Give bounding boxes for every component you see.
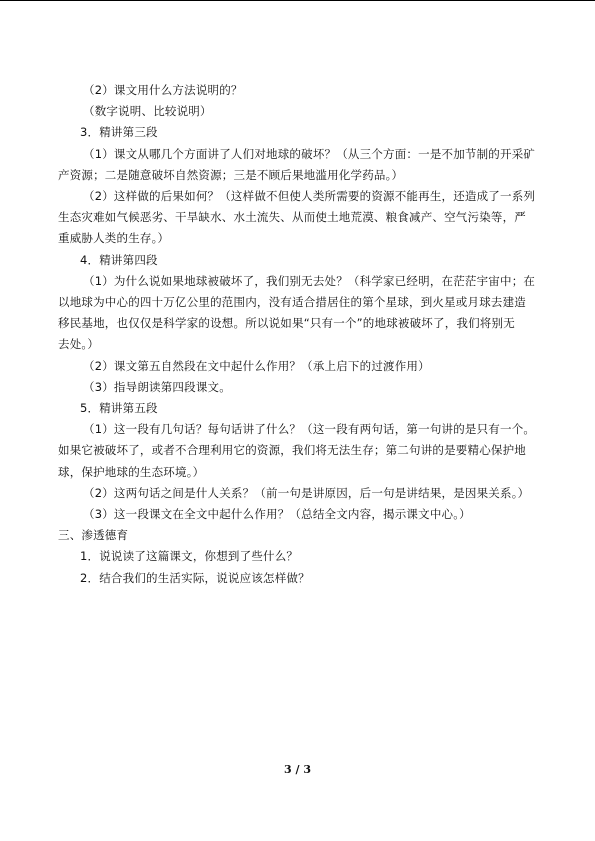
text-line: （1）为什么说如果地球被破坏了，我们别无去处？（科学家已经明，在茫茫宇宙中；在 [83, 273, 536, 288]
text-line: 去处。） [58, 337, 100, 352]
major-heading: 三、渗透德育 [58, 528, 129, 543]
text-line: （2）课文第五自然段在文中起什么作用？（承上启下的过渡作用） [83, 358, 430, 373]
text-line: 以地球为中心的四十万亿公里的范围内，没有适合措居住的第个星球，到火星或月球去建造 [58, 295, 526, 310]
page-number: 3 / 3 [284, 763, 311, 776]
text-line: （1）课文从哪几个方面讲了人们对地球的破坏？（从三个方面：一是不加节制的开采矿 [83, 146, 536, 161]
text-line: （1）这一段有几句话？每句话讲了什么？（这一段有两句话，第一句讲的是只有一个。 [83, 422, 536, 437]
header-rule [0, 0, 595, 1]
section-heading: 5．精讲第五段 [80, 401, 158, 416]
text-line: 球，保护地球的生态环境。） [58, 464, 205, 479]
text-line: （2）这样做的后果如何？（这样做不但使人类所需要的资源不能再生，还造成了一系列 [83, 189, 536, 204]
text-line: （2）课文用什么方法说明的？ [83, 83, 243, 97]
text-line: （3）这一段课文在全文中起什么作用？（总结全文内容，揭示课文中心。） [83, 507, 471, 522]
text-line: 如果它被破坏了，或者不合理利用它的资源，我们将无法生存；第二句讲的是要精心保护地 [58, 443, 526, 458]
text-line: （2）这两句话之间是什人关系？（前一句是讲原因，后一句是讲结果，是因果关系。） [83, 485, 530, 500]
text-line: （数字说明、比较说明） [83, 104, 212, 119]
section-heading: 4．精讲第四段 [80, 252, 158, 267]
text-line: 移民基地，也仅仅是科学家的设想。所以说如果“只有一个”的地球被破坏了，我们将别无 [58, 316, 515, 331]
section-heading: 3．精讲第三段 [80, 125, 158, 140]
text-line: 2．结合我们的生活实际，说说应该怎样做？ [80, 570, 310, 585]
document-body [58, 80, 548, 589]
text-line: 产资源；二是随意破坏自然资源；三是不顾后果地滥用化学药品。） [58, 167, 404, 182]
text-line: （3）指导朗读第四段课文。 [83, 379, 231, 394]
text-line: 重威胁人类的生存。） [58, 231, 170, 246]
text-line: 1．说说读了这篇课文，你想到了些什么？ [80, 549, 299, 564]
text-line: 生态灾难如气候恶劣、干旱缺水、水土流失、从而使土地荒漠、粮食减产、空气污染等，严 [58, 210, 526, 225]
